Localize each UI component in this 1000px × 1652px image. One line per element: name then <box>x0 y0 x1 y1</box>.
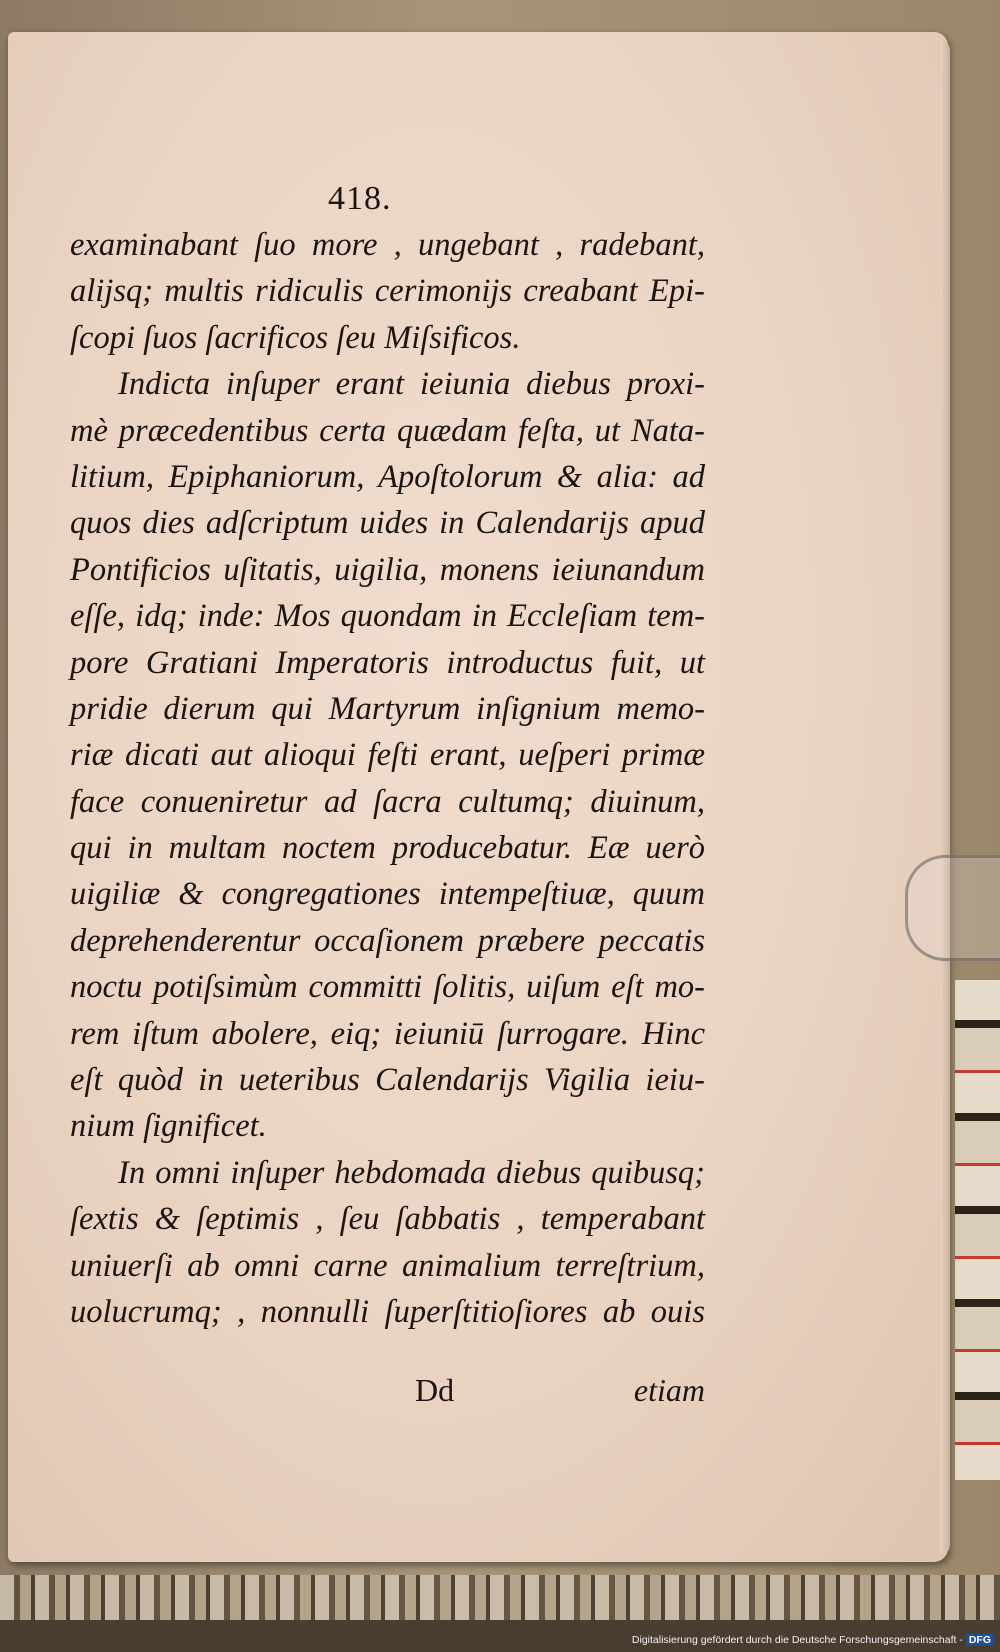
text-line: uolucrumq; , nonnulli ſuperſtitioſiores ab ouis <box>70 1293 705 1330</box>
page-number: 418. <box>328 180 392 217</box>
text-line: Indicta inſuper erant ieiunia diebus proxi- <box>118 366 705 403</box>
text-line: uniuerſi ab omni carne animalium terreſtrium, <box>70 1247 705 1284</box>
credit-text: Digitalisierung gefördert durch die Deutsche Forschungsgemeinschaft - <box>631 1634 963 1646</box>
text-line: qui in multam noctem producebatur. Eæ uerò <box>70 830 705 867</box>
book-cover-edge <box>0 1575 1000 1620</box>
adjacent-page-strip <box>955 980 1000 1480</box>
page-footer-line <box>70 1372 705 1418</box>
book-page <box>8 32 948 1562</box>
text-line: rem iſtum abolere, eiq; ieiuniū ſurrogare. Hinc <box>70 1015 705 1052</box>
text-line: litium, Epiphaniorum, Apoſtolorum & alia: ad <box>70 458 705 495</box>
text-line: quos dies adſcriptum uides in Calendarijs apud <box>70 505 705 542</box>
text-line: riæ dicati aut alioqui feſti erant, ueſperi primæ <box>70 737 705 774</box>
text-line: alijsq; multis ridiculis cerimonijs creabant Epi- <box>70 273 705 310</box>
text-line: noctu potiſsimùm committi ſolitis, uiſum eſt mo- <box>70 969 705 1006</box>
text-line: Pontificios uſitatis, uigilia, monens ieiunandum <box>70 551 705 588</box>
text-line: deprehenderentur occaſionem præbere peccatis <box>70 922 705 959</box>
text-line: eſſe, idq; inde: Mos quondam in Eccleſiam tem- <box>70 598 705 635</box>
page-edge <box>940 40 950 1555</box>
text-line: ſcopi ſuos ſacrificos ſeu Miſsificos. <box>70 319 521 356</box>
text-line: pore Gratiani Imperatoris introductus fuit, ut <box>70 644 705 681</box>
text-line: examinabant ſuo more , ungebant , radebant, <box>70 227 705 263</box>
text-line: ſextis & ſeptimis , ſeu ſabbatis , temperabant <box>70 1201 705 1238</box>
text-block <box>70 222 705 1335</box>
signature-mark: Dd <box>415 1372 455 1408</box>
catchword: etiam <box>633 1372 705 1408</box>
text-line: In omni inſuper hebdomada diebus quibusq; <box>118 1154 705 1191</box>
text-line: pridie dierum qui Martyrum inſignium memo- <box>70 690 705 727</box>
text-line: nium ſignificet. <box>70 1108 267 1145</box>
paper-clip <box>905 855 1000 961</box>
dfg-logo: DFG <box>966 1634 994 1646</box>
text-line: mè præcedentibus certa quædam feſta, ut Nata- <box>70 412 705 449</box>
text-line: uigiliæ & congregationes intempeſtiuæ, quum <box>70 876 705 913</box>
digitization-credit <box>632 1634 994 1646</box>
text-line: face conueniretur ad ſacra cultumq; diuinum, <box>70 783 705 820</box>
text-line: eſt quòd in ueteribus Calendarijs Vigilia ieiu- <box>70 1062 705 1099</box>
